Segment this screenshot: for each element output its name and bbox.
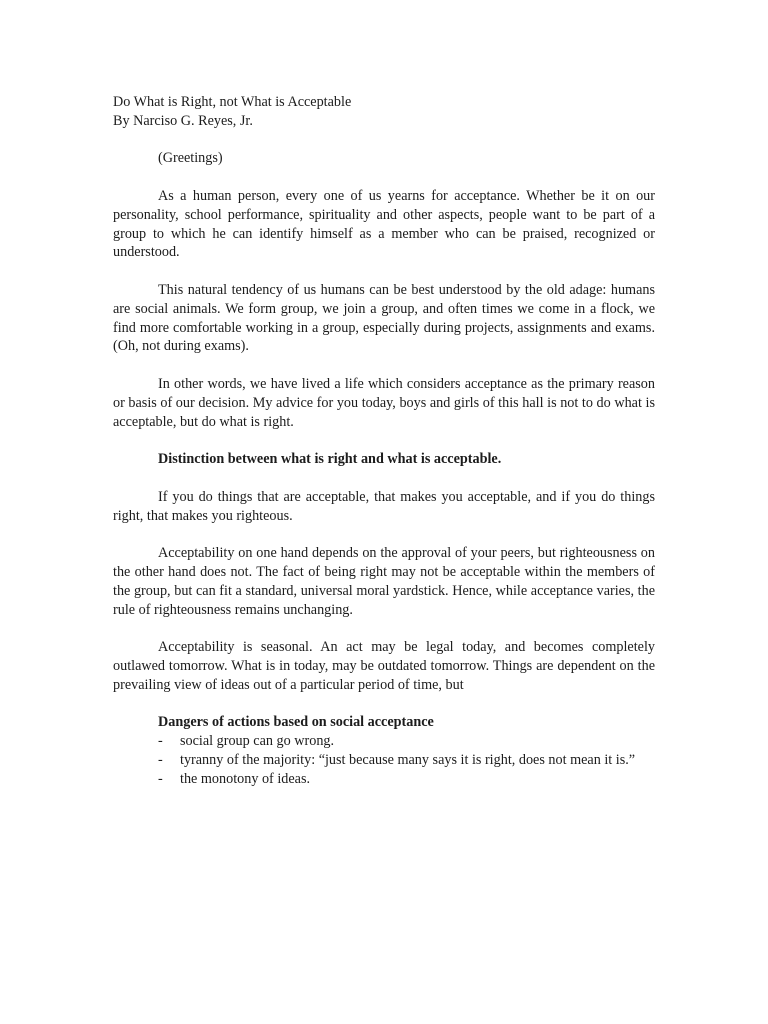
spacer	[113, 356, 655, 375]
spacer	[113, 431, 655, 450]
section-heading-dangers: Dangers of actions based on social acceptance	[158, 714, 434, 731]
list-dash: -	[158, 751, 163, 768]
dangers-list-wrapper	[113, 732, 655, 788]
list-item-text: the monotony of ideas.	[180, 770, 311, 787]
document-page	[113, 93, 655, 788]
paragraph-seasonal: Acceptability is seasonal. An act may be legal today, and becomes completely outlawed tomorrow. What is in today, may be outdated tomorrow. Things are dependent on the prevailing view of ideas out of a particular period of time, but	[113, 639, 655, 693]
dangers-list	[158, 732, 655, 788]
paragraph-advice: In other words, we have lived a life which considers acceptance as the primary reason or basis of our decision. My advice for you today, boys and girls of this hall is not to do what is acceptable, but do what is right.	[113, 375, 655, 430]
list-item	[113, 751, 655, 770]
spacer	[113, 695, 655, 714]
spacer	[113, 525, 655, 544]
list-item-text: social group can go wrong.	[180, 733, 335, 750]
list-item	[113, 732, 655, 751]
document-byline: By Narciso G. Reyes, Jr.	[113, 112, 253, 129]
document-title: Do What is Right, not What is Acceptable	[113, 94, 352, 110]
spacer	[113, 262, 655, 281]
list-dash: -	[158, 770, 163, 787]
paragraph-acceptance: As a human person, every one of us yearns for acceptance. Whether be it on our personality, school performance, spirituality and other aspects, people want to be part of a group to which he can identify himself as a member who can be praised, recognized or understood.	[113, 187, 655, 261]
paragraph-righteous: If you do things that are acceptable, that makes you acceptable, and if you do things right, that makes you righteous.	[113, 488, 655, 524]
section-heading-distinction: Distinction between what is right and what is acceptable.	[158, 451, 502, 468]
spacer	[113, 131, 655, 150]
spacer	[113, 469, 655, 488]
paragraph-approval: Acceptability on one hand depends on the approval of your peers, but righteousness on the other hand does not. The fact of being right may not be acceptable within the members of the group, but can fit a standard, universal moral yardstick. Hence, while acceptance varies, the rule of righteousness remains unchanging.	[113, 545, 655, 618]
spacer	[113, 168, 655, 187]
paragraph-social-animals: This natural tendency of us humans can be best understood by the old adage: humans are social animals. We form group, we join a group, and often times we come in a flock, we find more comfortable working in a group, especially during projects, assignments and exams. (Oh, not during exams).	[113, 281, 655, 355]
greeting-line: (Greetings)	[158, 150, 223, 167]
list-item	[113, 770, 655, 789]
list-item-text: tyranny of the majority: “just because many says it is right, does not mean it is.”	[180, 751, 636, 768]
spacer	[113, 619, 655, 638]
list-dash: -	[158, 733, 163, 750]
